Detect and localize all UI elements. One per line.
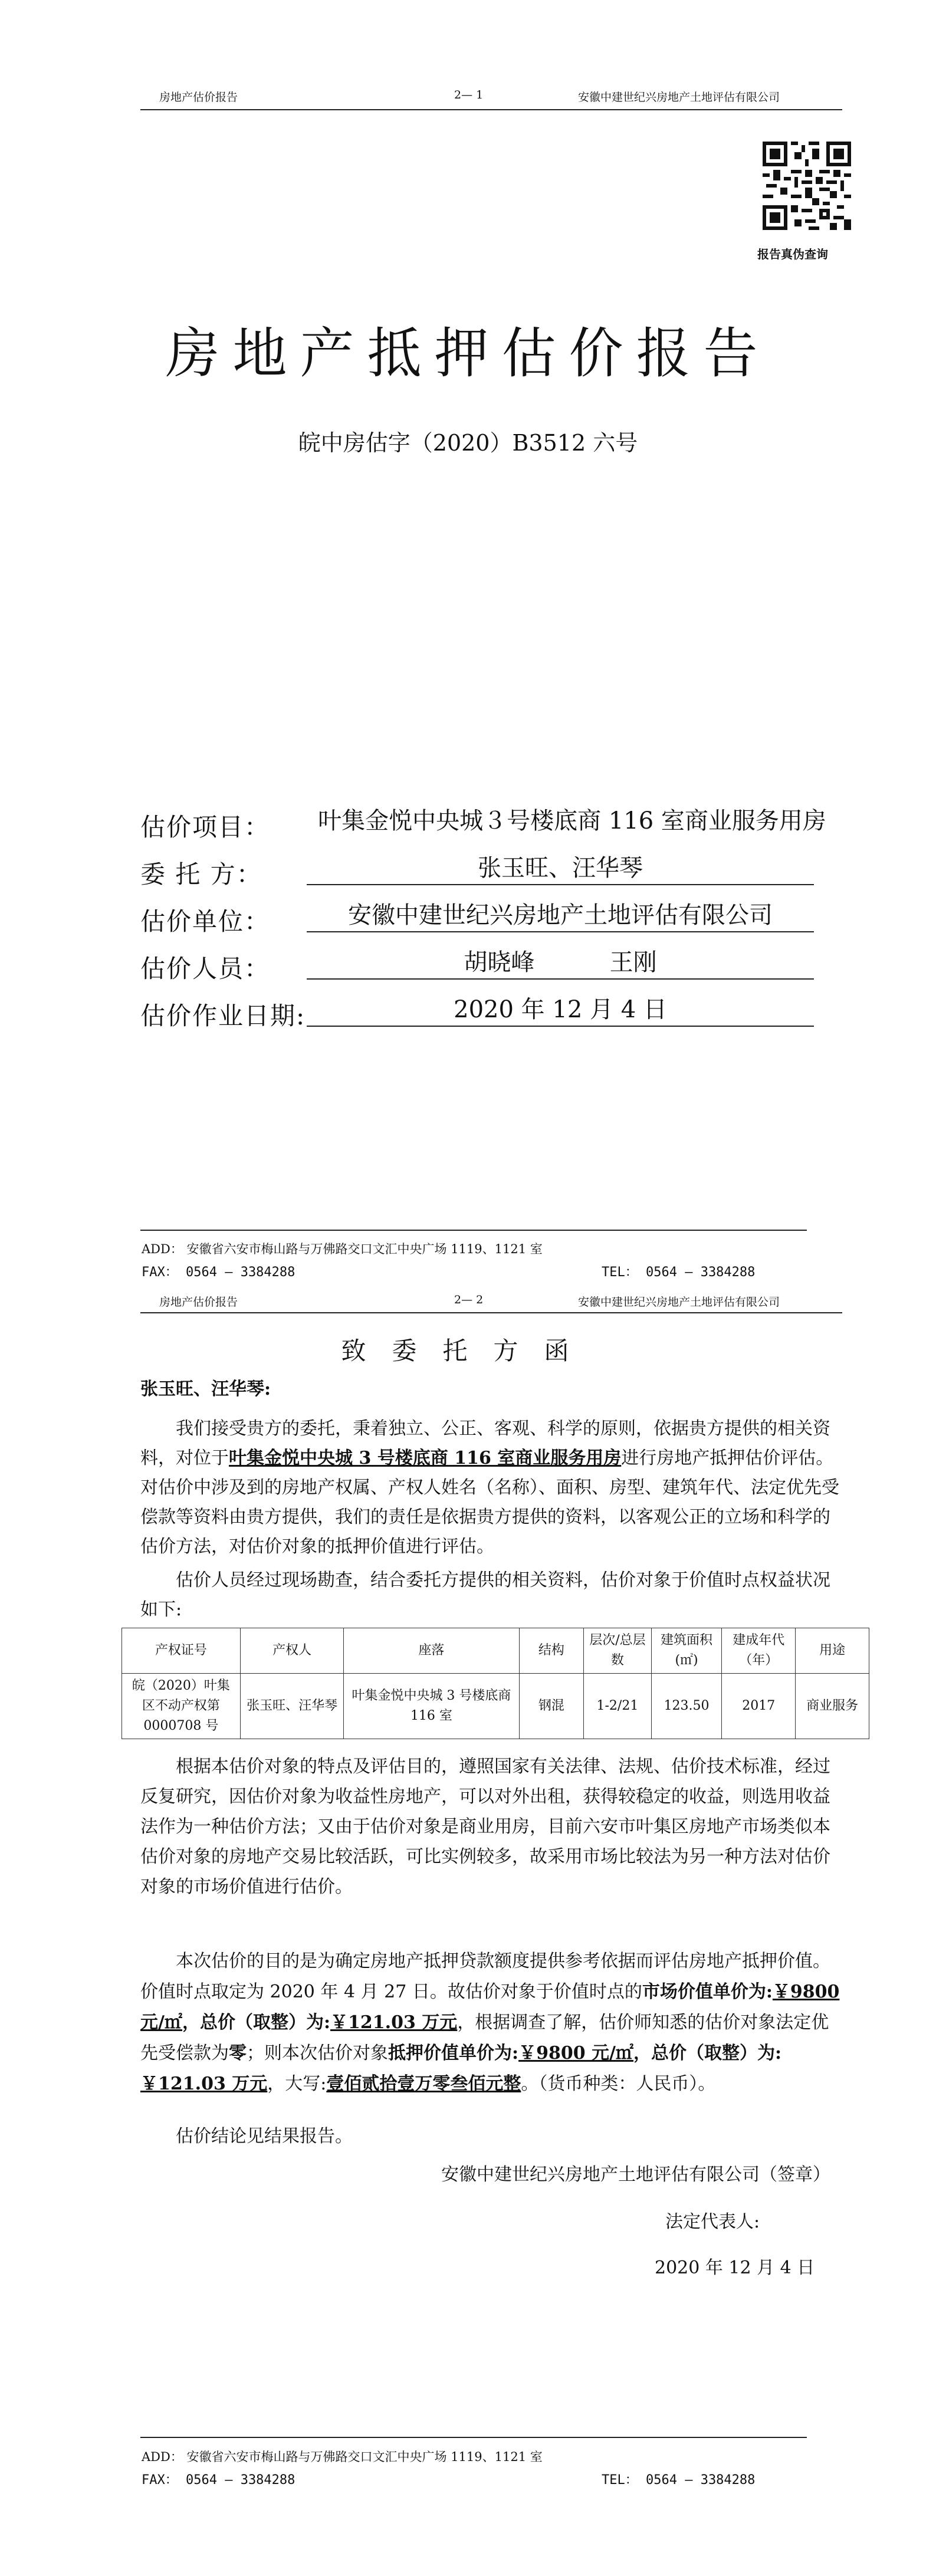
- field-value-appraisers: 胡晓峰 王刚: [307, 947, 814, 980]
- p4-mortgage-unit-price: ￥9800 元/㎡: [518, 2043, 633, 2064]
- paragraph-1: [140, 1414, 842, 1562]
- field-label-client: 委 托 方：: [140, 860, 262, 889]
- table-header: 层次/总层数: [584, 1628, 652, 1674]
- table-cell: 1-2/21: [584, 1674, 652, 1739]
- page2-header-right: 安徽中建世纪兴房地产土地评估有限公司: [578, 1296, 780, 1309]
- p1-property-address: 叶集金悦中央城 3 号楼底商 116 室商业服务用房: [229, 1448, 622, 1468]
- page1-footer-address: ADD： 安徽省六安市梅山路与万佛路交口文汇中央广场 1119、1121 室: [142, 1242, 543, 1256]
- table-header: 座落: [344, 1628, 519, 1674]
- company-signature: 安徽中建世纪兴房地产土地评估有限公司（签章）: [441, 2164, 830, 2185]
- p4-text-h: ；则本次估价对象: [247, 2043, 388, 2064]
- p4-text-f: ，根据调查了解，估价师知悉的估价对象法定优先受偿款为: [140, 2012, 829, 2064]
- page2-footer-address: ADD： 安徽省六安市梅山路与万佛路交口文汇中央广场 1119、1121 室: [142, 2450, 543, 2464]
- field-label-project: 估价项目：: [140, 813, 271, 842]
- p1-text-a: 我们接受贵方的委托，秉着独立、公正、客观、科学的原则，依据贵方提供的相关资料，对位于: [140, 1418, 830, 1468]
- page1-footer-fax: FAX： 0564 — 3384288: [142, 1265, 295, 1280]
- table-header: 产权证号: [122, 1628, 241, 1674]
- p5-text: 估价结论见结果报告。: [176, 2126, 353, 2147]
- property-table: [121, 1628, 869, 1739]
- field-value-work-date: 2020 年 12 月 4 日: [307, 994, 814, 1027]
- page1-footer-rule: [140, 1230, 807, 1231]
- field-label-appraisers: 估价人员：: [140, 954, 271, 983]
- field-value-project: 叶集金悦中央城３号楼底商 116 室商业服务用房: [318, 807, 826, 834]
- page1-header-left: 房地产估价报告: [159, 91, 238, 104]
- p4-amount-in-words: 壹佰贰拾壹万零叁佰元整: [326, 2074, 521, 2094]
- table-cell: 商业服务: [796, 1674, 869, 1739]
- p4-priority-amount: 零: [229, 2043, 247, 2064]
- page2-header-left: 房地产估价报告: [159, 1296, 238, 1309]
- table-row: [122, 1674, 869, 1739]
- p4-market-unit-label: 市场价值单价为:: [642, 1982, 773, 2002]
- p4-text-o: 。（货币种类：人民币）。: [521, 2074, 716, 2094]
- paragraph-2: [140, 1566, 842, 1625]
- qr-caption: 报告真伪查询: [757, 247, 828, 261]
- p4-market-unit-price: ￥9800 元/㎡: [140, 1982, 840, 2033]
- paragraph-3: [140, 1752, 842, 1902]
- table-header: 用途: [796, 1628, 869, 1674]
- p3-text: 根据本估价对象的特点及评估目的，遵照国家有关法律、法规、估价技术标准，经过反复研究，因估价对象为收益性房地产，可以对外出租，获得较稳定的收益，则选用收益法作为一种估价方法；又由于估价对象是商业用房，目前六安市叶集区房地产市场类似本估价对象的房地产交易比较活跃，可比实例较多，故采用市场比较法为另一种方法对估价对象的市场价值进行估价。: [140, 1756, 830, 1897]
- table-cell: 钢混: [519, 1674, 584, 1739]
- letter-date: 2020 年 12 月 4 日: [655, 2258, 815, 2278]
- p4-market-total-label: ，总价（取整）为:: [182, 2012, 331, 2033]
- field-value-appraiser-org: 安徽中建世纪兴房地产土地评估有限公司: [307, 899, 814, 932]
- p1-text-c: 进行房地产抵押估价评估。对估价中涉及到的房地产权属、产权人姓名（名称）、面积、房型、建筑年代、法定优先受偿款等资料由贵方提供，我们的责任是依据贵方提供的资料，以客观公正的立场和科学的估价方法，对估价对象的抵押价值进行评估。: [140, 1448, 839, 1557]
- table-cell: 123.50: [651, 1674, 722, 1739]
- p4-mortgage-total-label: ，总价（取整）为:: [633, 2043, 782, 2064]
- table-cell: 皖（2020）叶集区不动产权第 0000708 号: [122, 1674, 241, 1739]
- table-cell: 2017: [722, 1674, 796, 1739]
- table-header: 产权人: [240, 1628, 343, 1674]
- p4-market-total-price: ￥121.03 万元: [330, 2012, 458, 2033]
- table-header: 建成年代（年）: [722, 1628, 796, 1674]
- paragraph-5: [140, 2122, 842, 2151]
- page2-footer-rule: [140, 2437, 807, 2438]
- table-header-row: [122, 1628, 869, 1674]
- letter-title: 致委托方函: [341, 1336, 595, 1365]
- table-cell: 张玉旺、汪华琴: [240, 1674, 343, 1739]
- field-label-work-date: 估价作业日期:: [140, 1001, 306, 1030]
- page2-footer-tel: TEL： 0564 — 3384288: [602, 2473, 756, 2488]
- page1-header-page: 2— 1: [454, 88, 484, 101]
- p2-text: 估价人员经过现场勘查，结合委托方提供的相关资料，估价对象于价值时点权益状况如下:: [140, 1570, 830, 1620]
- field-label-appraiser-org: 估价单位：: [140, 907, 271, 936]
- table-cell: 叶集金悦中央城 3 号楼底商 116 室: [344, 1674, 519, 1739]
- table-header: 建筑面积(㎡): [651, 1628, 722, 1674]
- page2-header-page: 2— 2: [454, 1293, 484, 1306]
- table-header: 结构: [519, 1628, 584, 1674]
- page1-header-right: 安徽中建世纪兴房地产土地评估有限公司: [578, 91, 780, 104]
- page2-footer-fax: FAX： 0564 — 3384288: [142, 2473, 295, 2488]
- p4-text-a: 本次估价的目的是为确定房地产抵押贷款额度提供参考依据而评估房地产抵押价值。价值时点取定为 2020 年 4 月 27 日。故估价对象于价值时点的: [140, 1951, 830, 2002]
- doc-number: 皖中房估字（2020）B3512 六号: [298, 430, 638, 456]
- p4-mortgage-total-price: ￥121.03 万元: [140, 2074, 268, 2094]
- page1-header-rule: [140, 109, 842, 110]
- page2-header-rule: [140, 1312, 842, 1313]
- field-value-client: 张玉旺、汪华琴: [307, 852, 814, 885]
- p4-mortgage-unit-label: 抵押价值单价为:: [388, 2043, 519, 2064]
- salutation: 张玉旺、汪华琴:: [140, 1379, 271, 1399]
- qr-code-icon: [763, 142, 851, 230]
- legal-representative: 法定代表人:: [665, 2212, 760, 2232]
- page1-footer-tel: TEL： 0564 — 3384288: [602, 1265, 756, 1280]
- p4-text-m: ，大写:: [267, 2074, 327, 2094]
- paragraph-4: [140, 1946, 842, 2099]
- report-title: 房地产抵押估价报告: [165, 322, 771, 385]
